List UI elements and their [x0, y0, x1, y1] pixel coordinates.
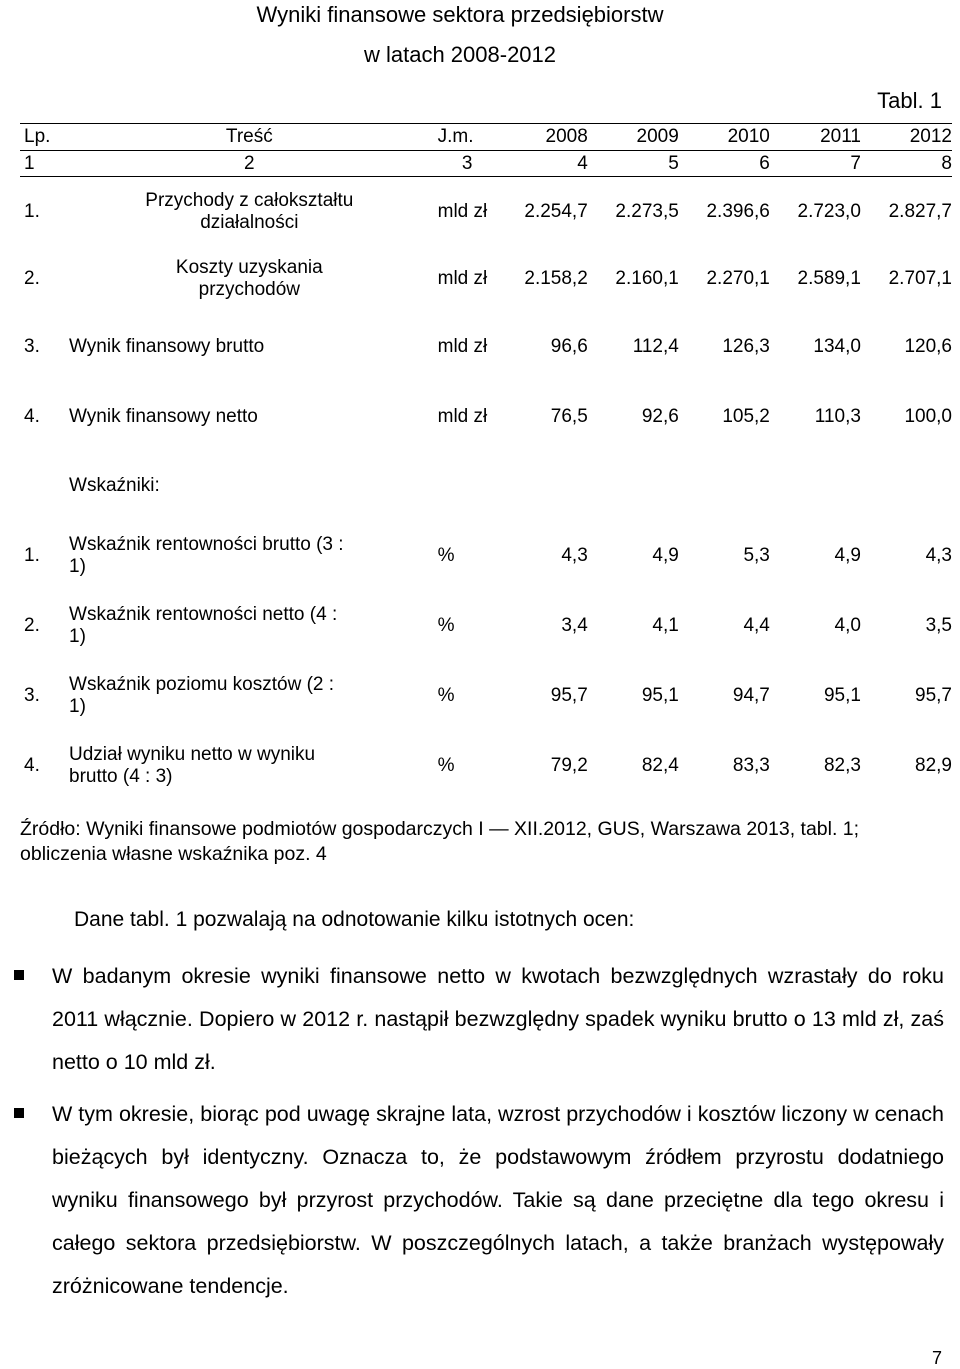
indicator-value: 4,1 [652, 615, 679, 636]
row-lp: 1. [24, 201, 40, 222]
indicator-lp: 1. [24, 545, 40, 566]
indicator-lp: 3. [24, 685, 40, 706]
indicator-value: 4,0 [834, 615, 861, 636]
indicator-value: 5,3 [743, 545, 770, 566]
indicator-desc: Wskaźnik rentowności netto (4 : 1) [69, 604, 338, 647]
row-value: 96,6 [550, 336, 588, 357]
row-value: 2.707,1 [888, 268, 952, 289]
page-number: 7 [931, 1348, 942, 1368]
indicator-desc: Wskaźnik poziomu kosztów (2 : 1) [69, 674, 335, 717]
row-desc: Koszty uzyskania przychodów [175, 257, 323, 300]
table-row [20, 383, 952, 451]
indicator-value: 79,2 [550, 755, 588, 776]
row-value: 105,2 [722, 406, 770, 427]
col-number: 4 [497, 151, 588, 177]
row-unit: mld zł [437, 336, 488, 357]
row-value: 2.158,2 [524, 268, 588, 289]
indicator-unit: % [437, 545, 455, 566]
row-value: 120,6 [904, 336, 952, 357]
row-value: 2.273,5 [615, 201, 679, 222]
col-number: 6 [679, 151, 770, 177]
header-2009: 2009 [588, 124, 679, 151]
indicator-value: 4,9 [834, 545, 861, 566]
indicators-heading-row [20, 451, 952, 521]
row-value: 134,0 [813, 336, 861, 357]
indicator-row [20, 591, 952, 661]
row-value: 2.270,1 [706, 268, 770, 289]
col-number: 7 [770, 151, 861, 177]
row-value: 92,6 [641, 406, 679, 427]
col-number: 5 [588, 151, 679, 177]
row-value: 76,5 [550, 406, 588, 427]
bullet-paragraph: W tym okresie, biorąc pod uwagę skrajne lata, wzrost przychodów i kosztów liczony w cenach bieżących był identyczny. Oznacza to, że podstawowym źródłem przyrostu dodatniego wyniku finansowego był przyrost przychodów. Takie są dane przeciętne dla tego okresu i całego sektora przedsiębiorstw. W poszczególnych latach, a także branżach występowały zróżnicowane tendencje. [52, 1102, 944, 1298]
source-note: Źródło: Wyniki finansowe podmiotów gospodarczych I — XII.2012, GUS, Warszawa 2013, tabl. 1; obliczenia własne wskaźnika poz. 4 [20, 818, 860, 865]
table-row [20, 247, 952, 311]
indicator-value: 95,7 [915, 685, 952, 706]
indicators-label: Wskaźniki: [69, 475, 160, 496]
col-number: 1 [20, 151, 61, 177]
financial-table [20, 123, 952, 801]
indicator-value: 95,7 [550, 685, 588, 706]
indicator-row [20, 661, 952, 731]
indicator-desc: Wskaźnik rentowności brutto (3 : 1) [69, 534, 344, 577]
col-number: 8 [861, 151, 952, 177]
indicator-value: 94,7 [732, 685, 770, 706]
indicator-value: 95,1 [641, 685, 679, 706]
indicator-value: 4,3 [925, 545, 952, 566]
indicator-unit: % [437, 685, 455, 706]
bullet-square-icon [14, 970, 24, 980]
indicator-unit: % [437, 615, 455, 636]
intro-paragraph: Dane tabl. 1 pozwalają na odnotowanie kilku istotnych ocen: [74, 908, 635, 931]
table-header-row [20, 124, 952, 151]
row-lp: 2. [24, 268, 40, 289]
row-value: 2.396,6 [706, 201, 770, 222]
indicator-row [20, 731, 952, 801]
indicator-value: 82,4 [641, 755, 679, 776]
column-number-row [20, 151, 952, 177]
bullet-paragraph: W badanym okresie wyniki finansowe netto w kwotach bezwzględnych wzrastały do roku 2011 włącznie. Dopiero w 2012 r. nastąpił bezwzględny spadek wyniku brutto o 13 mld zł, zaś netto o 10 mld zł. [52, 964, 944, 1074]
row-value: 112,4 [632, 336, 679, 357]
row-unit: mld zł [437, 268, 488, 289]
row-desc: Wynik finansowy brutto [69, 336, 265, 357]
row-desc: Wynik finansowy netto [69, 406, 258, 427]
row-value: 2.589,1 [797, 268, 861, 289]
indicator-value: 3,4 [561, 615, 588, 636]
row-value: 2.827,7 [888, 201, 952, 222]
indicator-row [20, 521, 952, 591]
page-title: Wyniki finansowe sektora przedsiębiorstw [256, 2, 664, 27]
row-value: 126,3 [722, 336, 770, 357]
row-value: 110,3 [814, 406, 861, 427]
indicator-value: 3,5 [925, 615, 952, 636]
indicator-value: 95,1 [823, 685, 861, 706]
indicator-value: 4,3 [561, 545, 588, 566]
page-subtitle: w latach 2008-2012 [363, 42, 557, 67]
row-lp: 3. [24, 336, 40, 357]
col-number: 2 [61, 151, 438, 177]
table-row [20, 177, 952, 248]
indicator-value: 4,4 [743, 615, 770, 636]
table-label: Tabl. 1 [877, 88, 942, 113]
header-2010: 2010 [679, 124, 770, 151]
indicator-value: 4,9 [652, 545, 679, 566]
indicator-desc: Udział wyniku netto w wyniku brutto (4 : 3) [69, 744, 316, 787]
row-value: 2.254,7 [524, 201, 588, 222]
row-lp: 4. [24, 406, 40, 427]
indicator-lp: 2. [24, 615, 40, 636]
bullet-square-icon [14, 1108, 24, 1118]
header-jm: J.m. [438, 124, 497, 151]
indicator-value: 83,3 [732, 755, 770, 776]
header-tresc: Treść [61, 124, 438, 151]
indicator-value: 82,3 [823, 755, 861, 776]
indicator-value: 82,9 [915, 755, 952, 776]
row-value: 2.160,1 [615, 268, 679, 289]
indicator-unit: % [437, 755, 455, 776]
header-2008: 2008 [497, 124, 588, 151]
header-2012: 2012 [861, 124, 952, 151]
header-2011: 2011 [770, 124, 861, 151]
row-desc: Przychody z całokształtu działalności [145, 190, 354, 233]
row-unit: mld zł [437, 201, 488, 222]
row-value: 100,0 [904, 406, 952, 427]
table-row [20, 311, 952, 383]
col-number: 3 [438, 151, 497, 177]
header-lp: Lp. [20, 124, 61, 151]
indicator-lp: 4. [24, 755, 40, 776]
row-unit: mld zł [437, 406, 488, 427]
row-value: 2.723,0 [797, 201, 861, 222]
